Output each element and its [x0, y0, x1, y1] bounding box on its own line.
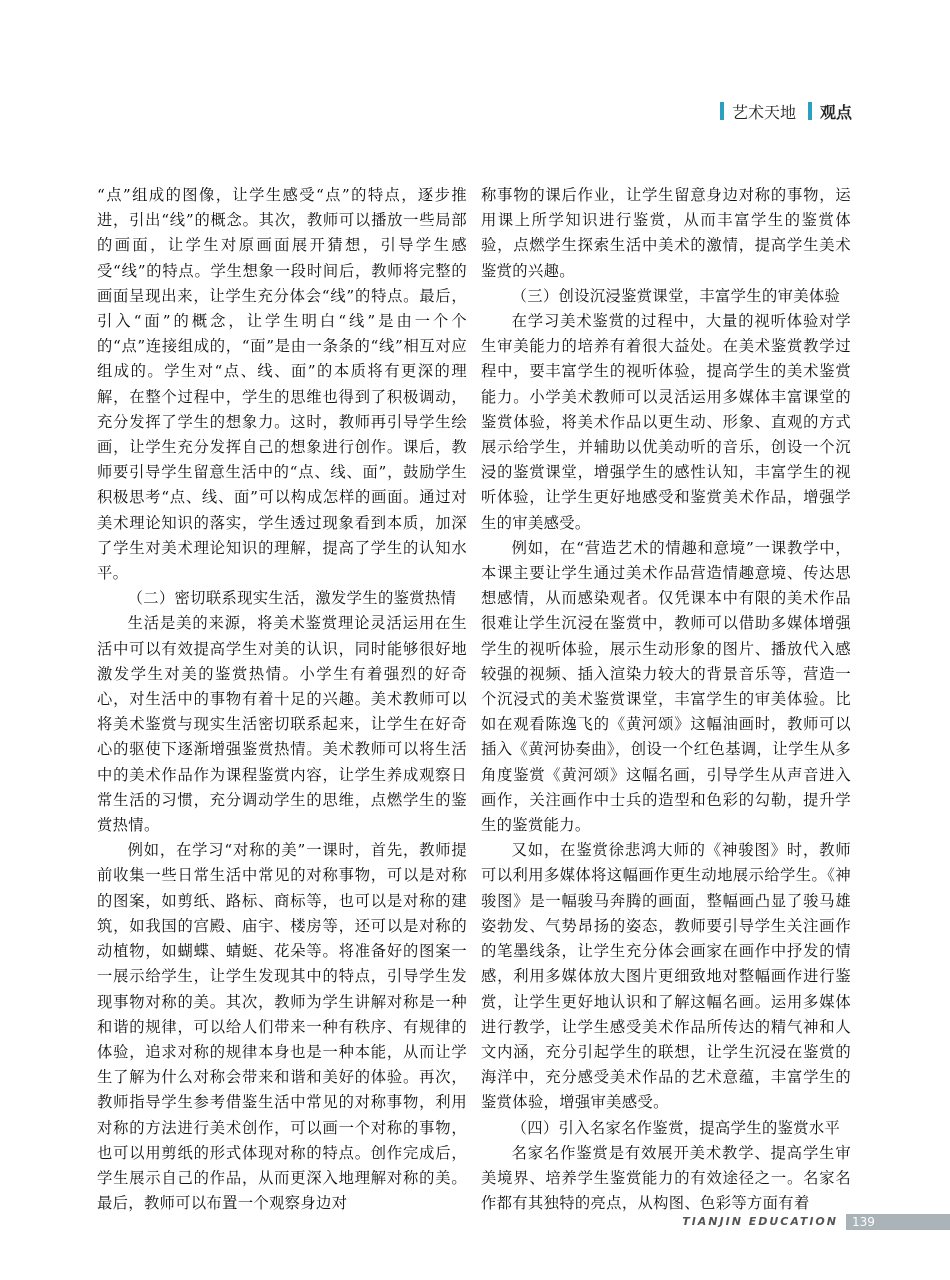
paragraph: 例如，在“营造艺术的情趣和意境”一课教学中，本课主要让学生通过美术作品营造情趣意境、传达思想感情，从而感染观者。仅凭课本中有限的美术作品很难让学生沉浸在鉴赏中，教师可以借助多媒体增强学生的视听体验，展示生动形象的图片、播放代入感较强的视频、插入渲染力较大的背景音乐等，营造一个沉浸式的美术鉴赏课堂，丰富学生的审美体验。比如在观看陈逸飞的《黄河颂》这幅油画时，教师可以插入《黄河协奏曲》，创设一个红色基调，让学生从多角度鉴赏《黄河颂》这幅名画，引导学生从声音进入画作，关注画作中士兵的造型和色彩的勾勒，提升学生的鉴赏能力。: [481, 538, 851, 835]
subheading: （二）密切联系现实生活，激发学生的鉴赏热情: [127, 589, 457, 608]
page-header: [720, 100, 852, 122]
header-category: 艺术天地: [731, 102, 796, 122]
paragraph: 称事物的课后作业，让学生留意身边对称的事物，运用课上所学知识进行鉴赏，从而丰富学生的鉴赏体验，点燃学生探索生活中美术的激情，提高学生美术鉴赏的兴趣。: [481, 186, 851, 280]
paragraph: 生活是美的来源，将美术鉴赏理论灵活运用在生活中可以有效提高学生对美的认识，同时能够很好地激发学生对美的鉴赏热情。小学生有着强烈的好奇心，对生活中的事物有着十足的兴趣。美术教师可以将美术鉴赏与现实生活密切联系起来，让学生在好奇心的驱使下逐渐增强鉴赏热情。美术教师可以将生活中的美术作品作为课程鉴赏内容，让学生养成观察日常生活的习惯，充分调动学生的思维，点燃学生的鉴赏热情。: [97, 614, 467, 835]
subheading: （三）创设沉浸鉴赏课堂，丰富学生的审美体验: [511, 286, 841, 305]
left-column: [97, 183, 467, 1216]
subheading: （四）引入名家名作鉴赏，提高学生的鉴赏水平: [511, 1118, 841, 1137]
paragraph: 名家名作鉴赏是有效展开美术教学、提高学生审美境界、培养学生鉴赏能力的有效途径之一。名家名作都有其独特的亮点，从构图、色彩等方面有着: [481, 1143, 851, 1213]
page-number: 139: [852, 1215, 875, 1229]
header-bar-icon: [720, 102, 724, 120]
page-number-box: [846, 1214, 950, 1230]
paragraph: “点”组成的图像，让学生感受“点”的特点，逐步推进，引出“线”的概念。其次，教师可以播放一些局部的画面，让学生对原画面展开猜想，引导学生感受“线”的特点。学生想象一段时间后，教师将完整的画面呈现出来，让学生充分体会“线”的特点。最后，引入“面”的概念，让学生明白“线”是由一个个的“点”连接组成的，“面”是由一条条的“线”相互对应组成的。学生对“点、线、面”的本质将有更深的理解，在整个过程中，学生的思维也得到了积极调动，充分发挥了学生的想象力。这时，教师再引导学生绘画，让学生充分发挥自己的想象进行创作。课后，教师要引导学生留意生活中的“点、线、面”，鼓励学生积极思考“点、线、面”可以构成怎样的画面。通过对美术理论知识的落实，学生透过现象看到本质，加深了学生对美术理论知识的理解，提高了学生的认知水平。: [97, 186, 467, 583]
paragraph: 例如，在学习“对称的美”一课时，首先，教师提前收集一些日常生活中常见的对称事物，可以是对称的图案，如剪纸、路标、商标等，也可以是对称的建筑，如我国的宫殿、庙宇、楼房等，还可以是对称的动植物，如蝴蝶、蜻蜓、花朵等。将准备好的图案一一展示给学生，让学生发现其中的特点，引导学生发现事物对称的美。其次，教师为学生讲解对称是一种和谐的规律，可以给人们带来一种有秩序、有规律的体验，追求对称的规律本身也是一种本能，从而让学生了解为什么对称会带来和谐和美好的体验。再次，教师指导学生参考借鉴生活中常见的对称事物，利用对称的方法进行美术创作，可以画一个对称的事物，也可以用剪纸的形式体现对称的特点。创作完成后，学生展示自己的作品，从而更深入地理解对称的美。最后，教师可以布置一个观察身边对: [97, 841, 467, 1213]
paragraph: 在学习美术鉴赏的过程中，大量的视听体验对学生审美能力的培养有着很大益处。在美术鉴赏教学过程中，要丰富学生的视听体验，提高学生的美术鉴赏能力。小学美术教师可以灵活运用多媒体丰富课堂的鉴赏体验，将美术作品以更生动、形象、直观的方式展示给学生，并辅助以优美动听的音乐，创设一个沉浸的鉴赏课堂，增强学生的感性认知，丰富学生的视听体验，让学生更好地感受和鉴赏美术作品，增强学生的审美感受。: [481, 312, 851, 532]
journal-name: TIANJIN EDUCATION: [682, 1215, 838, 1228]
paragraph: 又如，在鉴赏徐悲鸿大师的《神骏图》时，教师可以利用多媒体将这幅画作更生动地展示给学生。《神骏图》是一幅骏马奔腾的画面，整幅画凸显了骏马雄姿勃发、气势昂扬的姿态，教师要引导学生关注画作的笔墨线条，让学生充分体会画家在画作中抒发的情感，利用多媒体放大图片更细致地对整幅画作进行鉴赏，让学生更好地认识和了解这幅名画。运用多媒体进行教学，让学生感受美术作品所传达的精气神和人文内涵，充分引起学生的联想，让学生沉浸在鉴赏的海洋中，充分感受美术作品的艺术意蕴，丰富学生的鉴赏体验，增强审美感受。: [481, 841, 851, 1112]
page-footer: [0, 1214, 950, 1230]
header-section: 观点: [819, 102, 852, 122]
right-column: [481, 183, 851, 1216]
header-bar-icon: [808, 102, 812, 120]
